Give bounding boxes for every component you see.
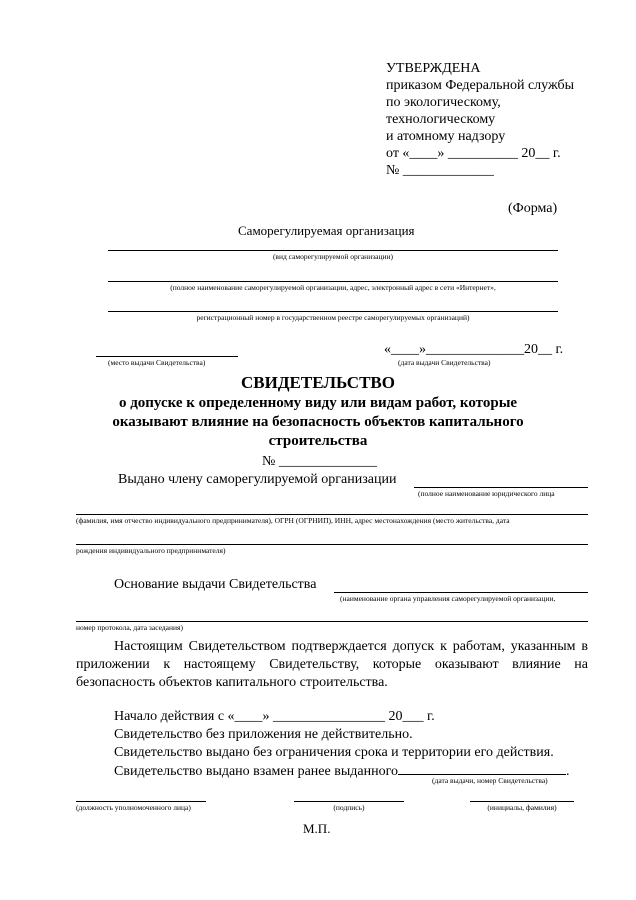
birth-date-line [76,544,588,545]
certificate-subtitle-1: о допуске к определенному виду или видам работ, которые [118,395,518,411]
approval-line3: по экологическому, [386,95,501,110]
certificate-title: СВИДЕТЕЛЬСТВО [241,373,395,392]
caption-governing-body: (наименование органа управления саморегулируемой организации, [340,594,556,603]
entrepreneur-line [76,514,588,515]
caption-reg-number: регистрационный номер в государственном реестре саморегулируемых организаций) [196,313,470,322]
org-type-line [108,250,558,251]
caption-protocol: номер протокола, дата заседания) [76,623,183,632]
approval-date: от «____» __________ 20__ г. [386,146,561,161]
caption-issue-place: (место выдачи Свидетельства) [108,358,206,367]
org-name-line [108,281,558,282]
issue-place-line [96,356,238,357]
replacement-line [398,762,566,775]
approval-number: № _____________ [386,163,494,178]
caption-legal-entity: (полное наименование юридического лица [418,489,555,498]
caption-issue-date: (дата выдачи Свидетельства) [398,358,491,367]
issue-date-field: «____»______________20__ г. [384,342,564,357]
validity-start: Начало действия с «____» ________________ 20___ г. [114,709,435,724]
validity-no-appendix: Свидетельство без приложения не действительно. [114,727,413,742]
approval-title: УТВЕРЖДЕНА [386,61,481,76]
basis-label: Основание выдачи Свидетельства [114,577,317,592]
org-header: Саморегулируемая организация [238,223,415,238]
signature-line [294,801,404,802]
stamp-place: М.П. [303,821,331,836]
certificate-subtitle-2: оказывают влияние на безопасность объектов капитального [112,414,524,430]
validity-replacement-end: . [565,764,570,779]
issued-to-line [414,487,588,488]
approval-block [386,60,574,179]
approval-line4: технологическому [386,112,496,127]
caption-org-type: (вид саморегулируемой организации) [272,252,394,261]
basis-line [334,592,588,593]
approval-order: приказом Федеральной службы [386,78,574,93]
caption-prev-cert: (дата выдачи, номер Свидетельства) [432,776,548,785]
validity-no-limit: Свидетельство выдано без ограничения срока и территории его действия. [114,745,554,760]
caption-birth-date: рождения индивидуального предпринимателя) [76,546,226,555]
caption-signature: (подпись) [333,803,365,812]
caption-initials: (инициалы, фамилия) [487,803,557,812]
certificate-number: № ______________ [262,454,377,469]
approval-line5: и атомному надзору [386,129,506,144]
main-paragraph: Настоящим Свидетельством подтверждается допуск к работам, указанным в приложении к настоящему Свидетельству, которые оказывают влияние на безопасность объектов капитального строительства. [76,639,588,690]
validity-replacement: Свидетельство выдано взамен ранее выданного [114,764,398,779]
caption-org-full-name: (полное наименование саморегулируемой организации, адрес, электронный адрес в сети «Интернет», [170,283,496,292]
position-line [76,801,206,802]
caption-position: (должность уполномоченного лица) [76,803,191,812]
form-label: (Форма) [508,201,558,216]
caption-entrepreneur: (фамилия, имя отчество индивидуального предпринимателя), ОГРН (ОГРНИП), ИНН, адрес местонахождения (место жительства, дата [76,516,510,525]
issued-to-label: Выдано члену саморегулируемой организации [118,472,397,487]
initials-line [470,801,574,802]
reg-number-line [108,311,558,312]
protocol-line [76,621,588,622]
certificate-subtitle-3: строительства [268,433,368,449]
validity-block [114,708,569,781]
